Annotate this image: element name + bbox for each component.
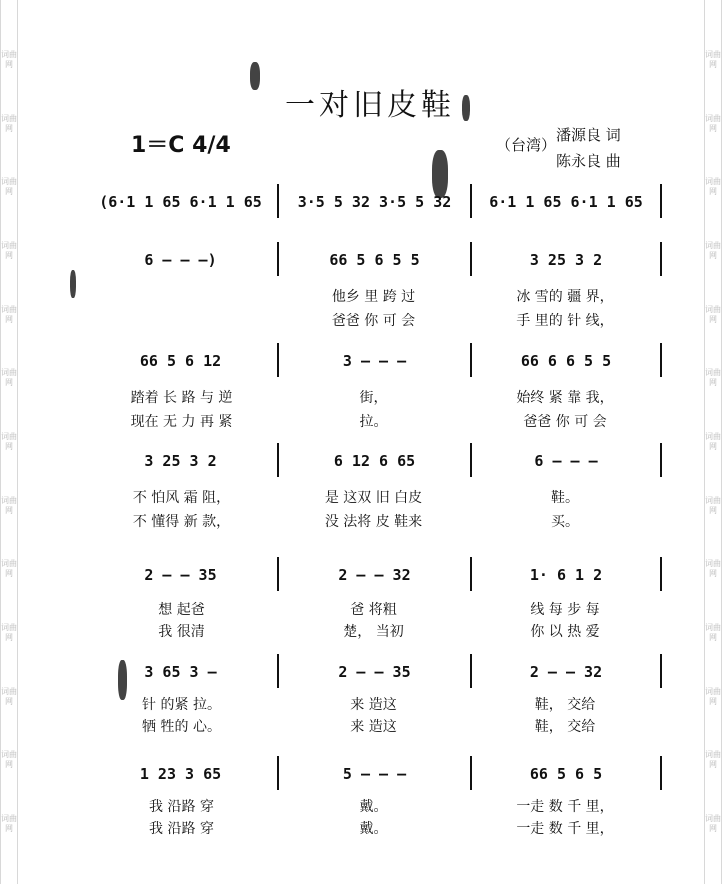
- watermark: 词曲网: [1, 622, 17, 642]
- watermark: 词曲网: [705, 686, 721, 706]
- measure: 66 5 6 5 5: [329, 251, 420, 269]
- lyrics-verse-1: [86, 599, 662, 619]
- measure: 6 12 6 65: [333, 452, 416, 470]
- watermark: 词曲网: [705, 622, 721, 642]
- bar-line: [470, 242, 472, 276]
- measure: 2 — — 35: [144, 566, 217, 584]
- lyric-segment: 牺 牲的 心。: [142, 719, 221, 735]
- lyric-segment: 想 起爸: [158, 602, 205, 618]
- lyric-segment: 踏着 长 路 与 逆: [130, 390, 233, 406]
- watermark: 词曲网: [705, 750, 721, 770]
- lyric-segment: 是 这双 旧 白皮: [324, 490, 423, 506]
- watermark: 词曲网: [1, 431, 17, 451]
- watermark: 词曲网: [705, 559, 721, 579]
- bar-line: [470, 343, 472, 377]
- bar-line: [277, 654, 279, 688]
- bar-line: [277, 756, 279, 790]
- lyric-segment: 冰 雪的 疆 界，: [516, 289, 614, 305]
- watermark: 词曲网: [705, 304, 721, 324]
- measure: 1 23 3 65: [139, 765, 222, 783]
- watermark-strip-left: [0, 0, 18, 884]
- measure: 1· 6 1 2: [529, 566, 603, 584]
- measure: 66 5 6 12: [139, 352, 222, 370]
- watermark: 词曲网: [1, 495, 17, 515]
- lyric-segment: 针 的紧 拉。: [142, 697, 221, 713]
- lyric-segment: 我 很清: [158, 624, 205, 640]
- measure: 3 25 3 2: [529, 251, 603, 269]
- lyrics-verse-2: [86, 310, 662, 330]
- watermark: 词曲网: [705, 368, 721, 388]
- bar-line: [660, 443, 662, 477]
- lyric-segment: 爸爸 你 可 会: [523, 414, 607, 430]
- lyrics-verse-2: [86, 511, 662, 531]
- measure: 2 — — 32: [529, 663, 603, 681]
- measure: 5 — — —: [342, 765, 407, 783]
- lyric-segment: 我 沿路 穿: [149, 821, 214, 837]
- measure: 6 — — —): [144, 251, 217, 269]
- bar-line: [470, 557, 472, 591]
- lyric-segment: 一走 数 千 里，: [516, 799, 614, 815]
- lyric-segment: 现在 无 力 再 紧: [130, 414, 233, 430]
- lyrics-verse-2: [86, 621, 662, 641]
- bar-line: [277, 343, 279, 377]
- lyric-segment: 爸 将粗: [350, 602, 397, 618]
- watermark: 词曲网: [705, 431, 721, 451]
- origin-label: （台湾）: [496, 136, 557, 154]
- lyric-segment: 鞋。: [551, 490, 579, 506]
- watermark: 词曲网: [1, 750, 17, 770]
- lyric-segment: 鞋， 交给: [534, 719, 596, 735]
- lyrics-verse-2: [86, 818, 662, 838]
- lyric-segment: 没 法将 皮 鞋来: [324, 514, 423, 530]
- notation-line: [86, 447, 662, 475]
- lyrics-verse-1: [86, 387, 662, 407]
- measure: 66 5 6 5: [529, 765, 603, 783]
- notation-line: [86, 347, 662, 375]
- watermark: 词曲网: [705, 495, 721, 515]
- lyric-segment: 手 里的 针 线，: [516, 313, 614, 329]
- lyric-segment: 一走 数 千 里，: [516, 821, 614, 837]
- notation-line: [86, 561, 662, 589]
- watermark: 词曲网: [1, 686, 17, 706]
- bar-line: [660, 242, 662, 276]
- lyric-segment: 戴。: [359, 821, 388, 837]
- watermark: 词曲网: [705, 240, 721, 260]
- song-title: 一对旧皮鞋: [285, 88, 455, 123]
- lyric-segment: 拉。: [359, 414, 388, 430]
- watermark: 词曲网: [1, 240, 17, 260]
- watermark: 词曲网: [1, 113, 17, 133]
- bar-line: [470, 184, 472, 218]
- bar-line: [660, 557, 662, 591]
- measure: 2 — — 32: [338, 566, 411, 584]
- notation-line: [86, 658, 662, 686]
- notation-line: [86, 760, 662, 788]
- bar-line: [470, 756, 472, 790]
- lyrics-verse-1: [86, 487, 662, 507]
- notation-line: [86, 246, 662, 274]
- lyric-segment: 始终 紧 靠 我，: [516, 390, 614, 406]
- measure: 66 6 6 5 5: [520, 352, 612, 370]
- bar-line: [277, 242, 279, 276]
- measure: 3 — — —: [342, 352, 407, 370]
- watermark: 词曲网: [705, 113, 721, 133]
- watermark: 词曲网: [1, 559, 17, 579]
- watermark: 词曲网: [1, 50, 17, 69]
- lyrics-verse-1: [86, 796, 662, 816]
- measure: 3 25 3 2: [144, 452, 217, 470]
- lyrics-verse-2: [86, 716, 662, 736]
- lyric-segment: [86, 286, 277, 306]
- lyric-segment: 鞋， 交给: [534, 697, 596, 713]
- bar-line: [660, 654, 662, 688]
- bar-line: [660, 343, 662, 377]
- lyrics-verse-2: [86, 411, 662, 431]
- watermark: 词曲网: [1, 304, 17, 324]
- scan-blot: [462, 95, 470, 121]
- watermark: 词曲网: [1, 368, 17, 388]
- watermark: 词曲网: [705, 813, 721, 833]
- lyric-segment: 来 造这: [350, 719, 397, 735]
- measure: 6 — — —: [534, 452, 598, 470]
- key-signature: 1＝C 4/4: [131, 133, 231, 158]
- lyric-segment: 爸爸 你 可 会: [331, 313, 416, 329]
- bar-line: [277, 184, 279, 218]
- lyric-segment: 线 每 步 每: [530, 602, 600, 618]
- bar-line: [277, 443, 279, 477]
- bar-line: [660, 756, 662, 790]
- measure: 3·5 5 32 3·5 5 32: [297, 193, 452, 211]
- watermark-strip-right: [704, 0, 722, 884]
- notation-line: [86, 188, 662, 216]
- bar-line: [470, 443, 472, 477]
- lyric-segment: 来 造这: [350, 697, 397, 713]
- lyric-segment: 我 沿路 穿: [149, 799, 214, 815]
- lyric-segment: 买。: [551, 514, 579, 530]
- lyric-segment: 街，: [359, 390, 388, 406]
- watermark: 词曲网: [705, 177, 721, 197]
- lyric-segment: 楚， 当初: [343, 624, 404, 640]
- measure: 6·1 1 65 6·1 1 65: [489, 193, 643, 211]
- watermark: 词曲网: [1, 813, 17, 833]
- scan-blot: [250, 62, 260, 90]
- measure: (6·1 1 65 6·1 1 65: [99, 193, 262, 211]
- lyric-segment: 不 怕风 霜 阻，: [132, 490, 231, 506]
- lyrics-verse-1: [86, 286, 662, 306]
- lyric-segment: 不 懂得 新 款，: [132, 514, 231, 530]
- lyric-segment: 戴。: [359, 799, 388, 815]
- lyric-segment: [86, 310, 277, 330]
- lyrics-verse-1: [86, 694, 662, 714]
- measure: 3 65 3 —: [144, 663, 217, 681]
- watermark: 词曲网: [1, 177, 17, 197]
- lyric-segment: 你 以 热 爱: [530, 624, 600, 640]
- watermark: 词曲网: [705, 50, 721, 69]
- composer-credit: 陈永良 曲: [556, 152, 621, 170]
- measure: 2 — — 35: [338, 663, 411, 681]
- lyric-segment: 他乡 里 跨 过: [331, 289, 416, 305]
- bar-line: [277, 557, 279, 591]
- bar-line: [470, 654, 472, 688]
- bar-line: [660, 184, 662, 218]
- scan-blot: [70, 270, 76, 298]
- lyricist-credit: 潘源良 词: [556, 126, 621, 144]
